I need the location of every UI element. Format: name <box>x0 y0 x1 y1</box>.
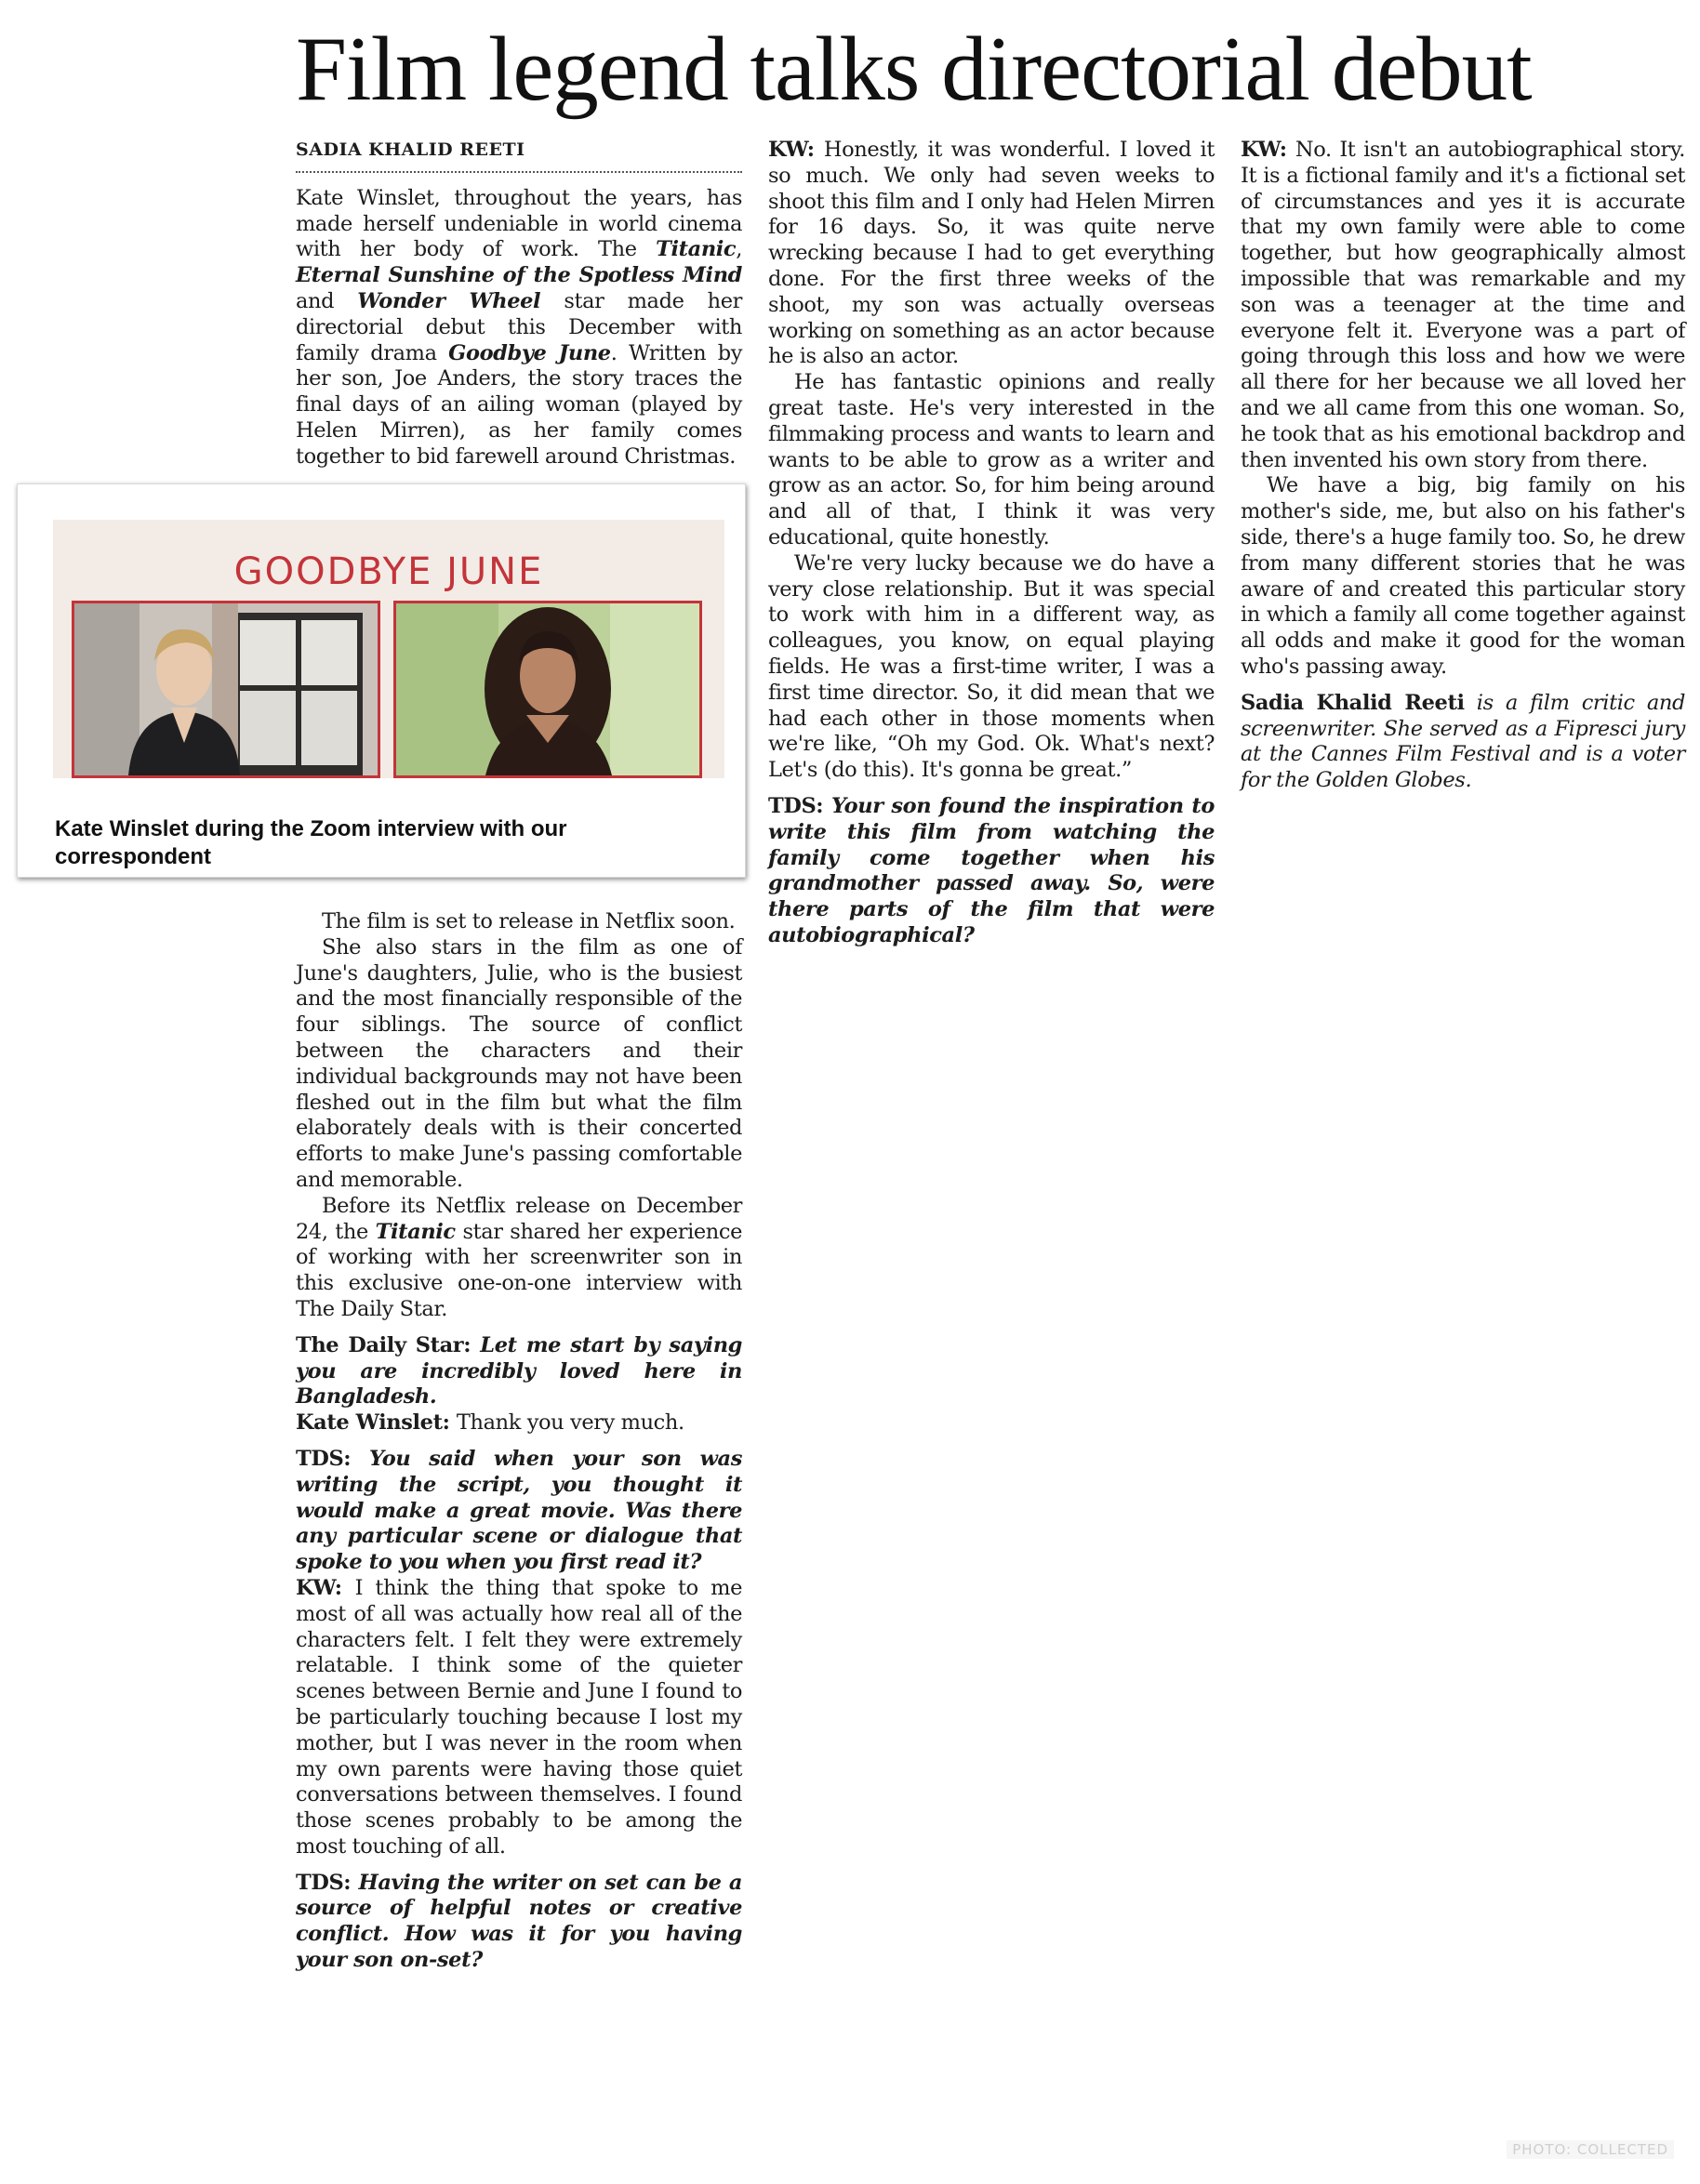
question <box>768 794 1215 949</box>
headline: Film legend talks directorial debut <box>296 19 1532 120</box>
paragraph-text: star shared her experience of working with her screenwriter son in this exclusive one-on-one interview with The Daily Star. <box>296 1219 742 1321</box>
answer <box>1241 138 1685 473</box>
video-frame-right <box>393 601 702 778</box>
intro-text: Kate Winslet, throughout the years, has made herself undeniable in world cinema with her body of work. The <box>296 185 742 262</box>
paragraph: The film is set to release in Netflix soon. <box>322 909 736 933</box>
author-bio-text: is a film critic and screenwriter. She served as a Fipresci jury at the Cannes Film Festival and is a voter for the Golden Globes. <box>1241 690 1685 793</box>
photo-title: GOODBYE JUNE <box>233 550 544 593</box>
intro-text: and <box>296 288 358 313</box>
author-bio <box>1241 691 1685 794</box>
film-title: Titanic <box>656 237 737 262</box>
answer-text: I think the thing that spoke to me most of all was actually how real all of the characters felt. I felt they were extremely relatable. I think some of the quieter scenes between Bernie and June I found to be particularly touching because I lost my mother, but I was never in the room when my own parents were having those quiet conversations between themselves. I found those scenes probably to be among the most touching of all. <box>296 1575 742 1859</box>
question <box>296 1333 742 1410</box>
film-title: Eternal Sunshine of the Spotless Mind <box>296 263 742 288</box>
answer <box>296 1576 742 1860</box>
film-title: Titanic <box>375 1219 456 1244</box>
author-name: Sadia Khalid Reeti <box>1241 690 1465 715</box>
question-label: TDS: <box>296 1446 370 1471</box>
column-2 <box>768 138 1215 949</box>
question-label: TDS: <box>768 793 831 818</box>
answer-text: Honestly, it was wonderful. I loved it so much. We only had seven weeks to shoot this film and I only had Helen Mirren for 16 days. So, it was quite nerve wrecking because I had to get everything done. For the first three weeks of the shoot, my son was actually overseas working on something as an actor because he is also an actor. <box>768 138 1215 369</box>
column-3 <box>1241 138 1685 794</box>
film-title: Goodbye June <box>448 340 611 365</box>
intro-text: , <box>736 237 742 262</box>
paragraph: He has fantastic opinions and really great taste. He's very interested in the filmmaking process and wants to learn and wants to be able to grow as a writer and grow as an actor. So, for him being around and all of that, I think it was very educational, quite honestly. <box>768 370 1215 549</box>
intro-paragraph <box>296 186 742 470</box>
correspondent-image <box>396 603 699 775</box>
paragraph: We have a big, big family on his mother's side, me, but also on his father's side, there's a huge family too. So, he drew from many different stories that he was aware of and created this particular story in which a family all come together against all odds and make it good for the woman who's passing away. <box>1241 473 1685 679</box>
paragraph: She also stars in the film as one of June's daughters, Julie, who is the busiest and the most financially responsible of the four siblings. The source of conflict between the characters and their individual backgrounds may not have been fleshed out in the film but what the film elaborately deals with is their concerted efforts to make June's passing comfortable and memorable. <box>296 934 742 1192</box>
answer-label: KW: <box>1241 138 1295 162</box>
column-1-top <box>296 138 742 470</box>
byline: SADIA KHALID REETI <box>296 138 742 173</box>
answer-text: No. It isn't an autobiographical story. It is a fictional family and it's a fictional set of circumstances and yes it is accurate that my own family were able to come together, but how geographically almost impossible that was remarkable and my son was a teenager at the time and everyone felt it. Everyone was a part of going through this loss and how we were all there for her because we all loved her and we all came from this one woman. So, he took that as his emotional backdrop and then invented his own story from there. <box>1241 138 1685 472</box>
question-label: The Daily Star: <box>296 1332 481 1357</box>
answer-label: KW: <box>768 138 824 162</box>
interview-photo <box>53 520 724 778</box>
photo-box <box>17 483 746 878</box>
paragraph <box>296 1194 742 1323</box>
question <box>296 1447 742 1576</box>
photo-caption: Kate Winslet during the Zoom interview with our correspondent <box>55 816 567 869</box>
question <box>296 1871 742 1974</box>
paragraph-text: Before its Netflix release on December 24, the <box>296 1193 742 1244</box>
photo-credit: PHOTO: COLLECTED <box>1507 2140 1674 2159</box>
question-text: Let me start by saying you are incredibly loved here in Bangladesh. <box>296 1332 742 1410</box>
answer-text: Thank you very much. <box>456 1410 684 1436</box>
answer-label: Kate Winslet: <box>296 1410 457 1436</box>
paragraph: We're very lucky because we do have a very close relationship. But it was special to work with him in a different way, as colleagues, you know, on equal playing fields. He was a first-time writer, I was a first time director. So, it did mean that we had each other in those moments when we're like, “Oh my God. Ok. What's next? Let's (do this). It's gonna be great.” <box>768 550 1215 783</box>
question-text: Having the writer on set can be a source of helpful notes or creative conflict. How was it for you having your son on-set? <box>296 1870 742 1973</box>
question-text: You said when your son was writing the script, you thought it would make a great movie. Was there any particular scene or dialogue that spoke to you when you first read it? <box>296 1446 742 1575</box>
intro-text: . Written by her son, Joe Anders, the story traces the final days of an ailing woman (played by Helen Mirren), as her family comes together to bid farewell around Christmas. <box>296 340 743 469</box>
film-title: Wonder Wheel <box>357 288 541 313</box>
column-1-bottom <box>296 909 742 1974</box>
question-label: TDS: <box>296 1870 359 1895</box>
intro-text: star made her directorial debut this December with family drama <box>296 288 742 365</box>
answer <box>296 1410 742 1436</box>
question-text: Your son found the inspiration to write this film from watching the family come together when his grandmother passed away. So, were there parts of the film that were autobiographical? <box>768 793 1215 947</box>
answer-label: KW: <box>296 1575 355 1600</box>
kate-winslet-image <box>74 603 378 775</box>
answer <box>768 138 1215 370</box>
video-frame-left <box>72 601 380 778</box>
